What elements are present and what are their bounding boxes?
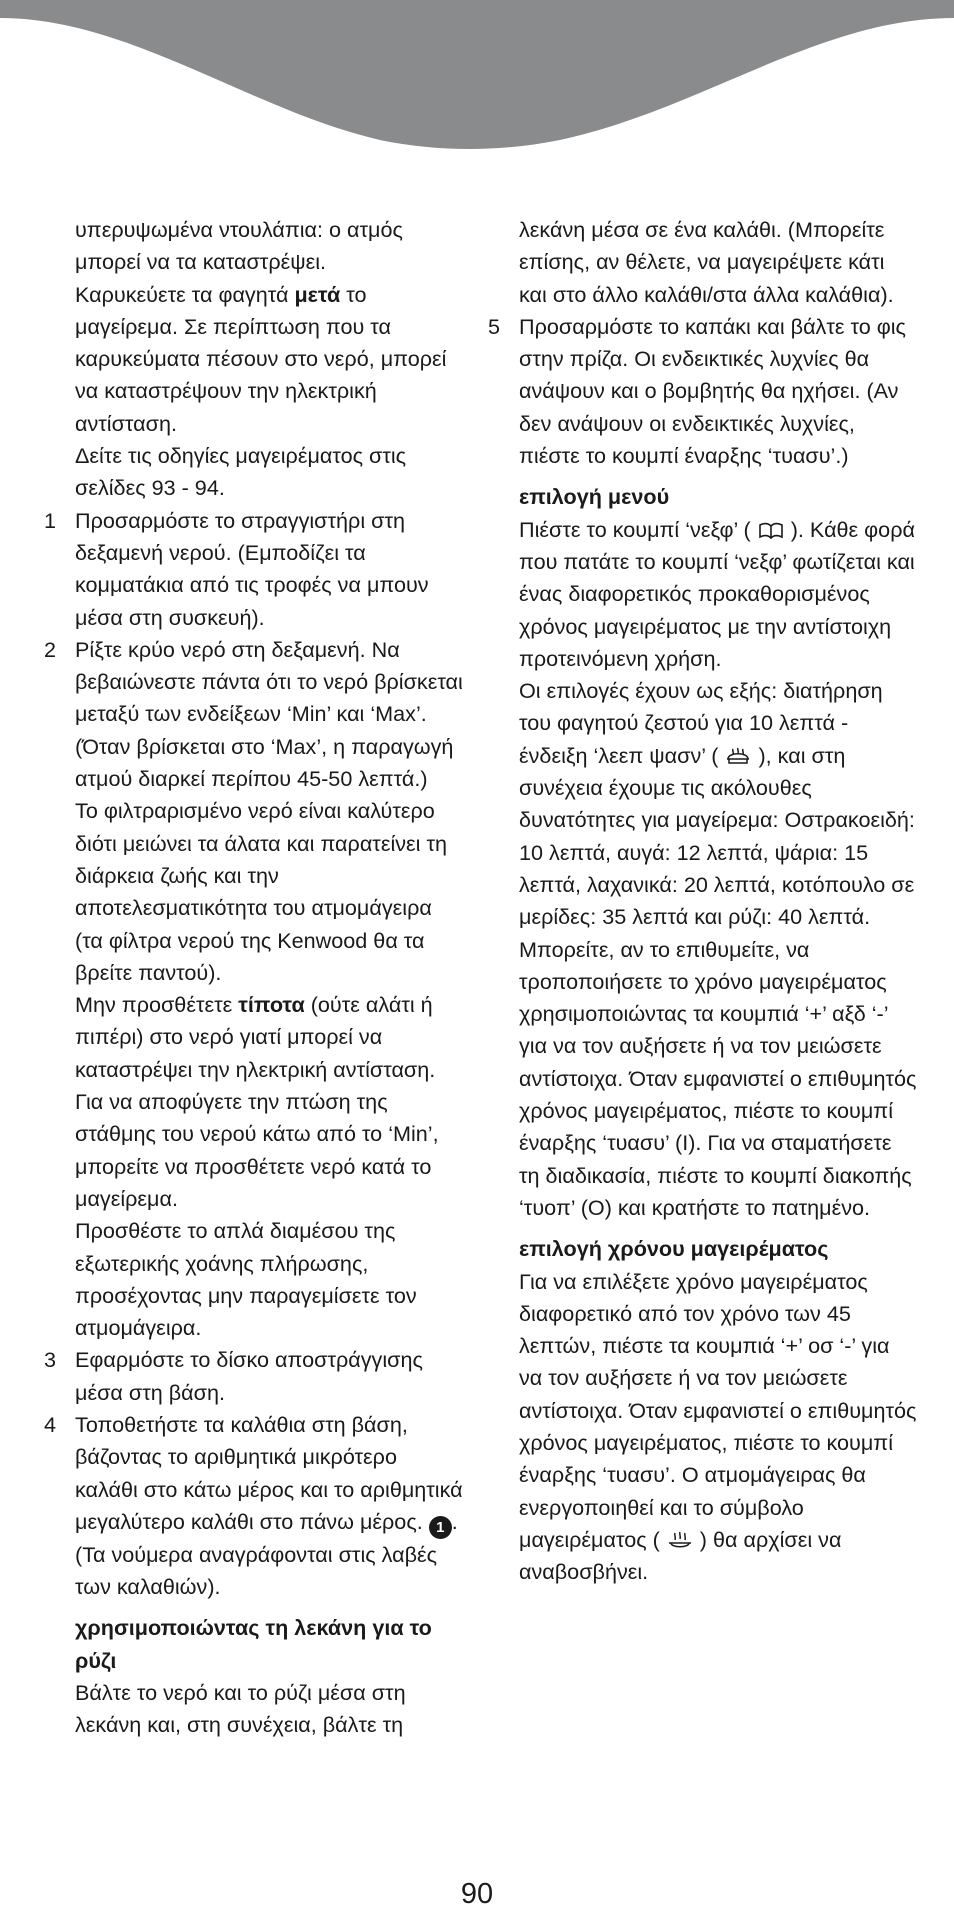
step-text: Εφαρμόστε το δίσκο αποστράγγισης μέσα στη βάση.	[75, 1347, 423, 1405]
paragraph-cabinets: υπερυψωμένα ντουλάπια: ο ατμός μπορεί να τα καταστρέψει.	[75, 217, 403, 275]
step-5	[488, 311, 918, 472]
book-icon	[757, 521, 785, 541]
heading-time-selection: επιλογή χρόνου μαγειρέματος	[519, 1236, 829, 1262]
paragraph-min-level: Για να αποφύγετε την πτώση της στάθμης του νερού κάτω από το ‘Min’, μπορείτε να προσθέτετε νερό κατά το μαγείρεμα.	[75, 1089, 439, 1211]
paragraph-rice-bowl: Βάλτε το νερό και το ρύζι μέσα στη λεκάνη και, στη συνέχεια, βάλτε τη	[75, 1680, 406, 1738]
heading-rice-bowl: χρησιμοποιώντας τη λεκάνη για το ρύζι	[75, 1615, 432, 1673]
paragraph-refill: Προσθέστε το απλά διαμέσου της εξωτερικής χοάνης πλήρωσης, προσέχοντας μην παραγεμίσετε τον ατμομάγειρα.	[75, 1218, 417, 1341]
right-column	[488, 214, 918, 1588]
step-number: 1	[44, 507, 57, 533]
step-number: 4	[44, 1411, 57, 1437]
step-number: 2	[44, 636, 57, 662]
step-text: Προσαρμόστε το καπάκι και βάλτε το φις στην πρίζα. Οι ενδεικτικές λυχνίες θα ανάψουν και ο βομβητής θα ηχήσει. (Αν δεν ανάψουν οι ενδεικτικές λυχνίες, πιέστε το κουμπί έναρξης ‘τυασυ’.)	[519, 313, 906, 469]
step-number: 5	[488, 313, 501, 339]
paragraph-menu-options: Οι επιλογές έχουν ως εξής: διατήρηση του φαγητού ζεστού για 10 λεπτά - ένδειξη ‘λεεπ ψασν’ ( ), και στη συνέχεια έχουμε τις ακόλουθες δυνατότητες για μαγείρεμα: Οστρακοειδή: 10 λεπτά, αυγά: 12 λεπτά, ψάρια: 15 λεπτά, λαχανικά: 20 λεπτά, κοτόπουλο σε μερίδες: 35 λεπτά και ρύζι: 40 λεπτά. Μπορείτε, αν το επιθυμείτε, να τροποποιήσετε το χρόνο μαγειρέματος χρησιμοποιώντας τα κουμπιά ‘+’ αξδ ‘-’ για να τον αυξήσετε ή να τον μειώσετε αντίστοιχα. Όταν εμφανιστεί ο επιθυμητός χρόνος μαγειρέματος, πιέστε το κουμπί έναρξης ‘τυασυ’ (I). Για να σταματήσετε τη διαδικασία, πιέστε το κουμπί διακοπής ‘τυοπ’ (O) και κρατήστε το πατημένο.	[519, 678, 917, 1220]
paragraph-filtered-water: Το φιλτραρισμένο νερό είναι καλύτερο διότι μειώνει τα άλατα και παρατείνει τη διάρκεια ζωής και την αποτελεσματικότητα του ατμομάγειρα (τα φίλτρα νερού της Kenwood θα τα βρείτε παντού).	[75, 798, 448, 985]
step-text: Ρίξτε κρύο νερό στη δεξαμενή. Να βεβαιώνεστε πάντα ότι το νερό βρίσκεται μεταξύ των ενδείξεων ‘Min’ και ‘Max’. (Όταν βρίσκεται στο ‘Max’, η παραγωγή ατμού διαρκεί περίπου 45-50 λεπτά.)	[75, 636, 463, 792]
paragraph-rice-bowl-cont: λεκάνη μέσα σε ένα καλάθι. (Μπορείτε επίσης, αν θέλετε, να μαγειρέψετε κάτι και στο άλλο καλάθι/στα άλλα καλάθια).	[519, 217, 894, 307]
steam-cooking-icon	[666, 1531, 694, 1551]
step-2	[44, 634, 464, 1345]
step-text: Τοποθετήστε τα καλάθια στη βάση, βάζοντας το αριθμητικά μικρότερο καλάθι στο κάτω μέρος και το αριθμητικά μεγαλύτερο καλάθι στο πάνω μέρος. 1 . (Τα νούμερα αναγράφονται στις λαβές των καλαθιών).	[75, 1411, 463, 1600]
header-wave	[0, 0, 954, 160]
step-1	[44, 505, 464, 634]
paragraph-see-instructions: Δείτε τις οδηγίες μαγειρέματος στις σελίδες 93 - 94.	[75, 443, 407, 501]
step-4	[44, 1409, 464, 1603]
step-number: 3	[44, 1347, 57, 1373]
keep-warm-icon	[724, 747, 752, 767]
paragraph-seasoning: Καρυκεύετε τα φαγητά μετά το μαγείρεμα. Σε περίπτωση που τα καρυκεύματα πέσουν στο νερό, μπορεί να καταστρέψουν την ηλεκτρική αντίσταση.	[75, 281, 447, 436]
figure-reference-badge: 1	[429, 1516, 452, 1539]
step-3	[44, 1344, 464, 1409]
paragraph-no-salt: Μην προσθέτετε τίποτα (ούτε αλάτι ή πιπέρι) στο νερό γιατί μπορεί να καταστρέψει την ηλεκτρική αντίσταση.	[75, 992, 436, 1082]
paragraph-time-selection: Για να επιλέξετε χρόνο μαγειρέματος διαφορετικό από τον χρόνο των 45 λεπτών, πιέστε τα κουμπιά ‘+’ οσ ‘-’ για να τον αυξήσετε ή να τον μειώσετε αντίστοιχα. Όταν εμφανιστεί ο επιθυμητός χρόνος μαγειρέματος, πιέστε το κουμπί έναρξης ‘τυασυ’. Ο ατμομάγειρας θα ενεργοποιηθεί και το σύμβολο μαγειρέματος ( ) θα αρχίσει να αναβοσβήνει.	[519, 1268, 917, 1585]
paragraph-menu-button: Πιέστε το κουμπί ‘νεξφ’ ( ). Κάθε φορά που πατάτε το κουμπί ‘νεξφ’ φωτίζεται και ένας διαφορετικός προκαθορισμένος χρόνος μαγειρέματος με την αντίστοιχη προτεινόμενη χρήση.	[519, 516, 915, 671]
left-column	[44, 214, 464, 1742]
heading-menu-selection: επιλογή μενού	[519, 484, 670, 510]
step-text: Προσαρμόστε το στραγγιστήρι στη δεξαμενή νερού. (Εμποδίζει τα κομματάκια από τις τροφές να μπουν μέσα στη συσκευή).	[75, 507, 429, 630]
page-number: 90	[460, 1878, 494, 1910]
